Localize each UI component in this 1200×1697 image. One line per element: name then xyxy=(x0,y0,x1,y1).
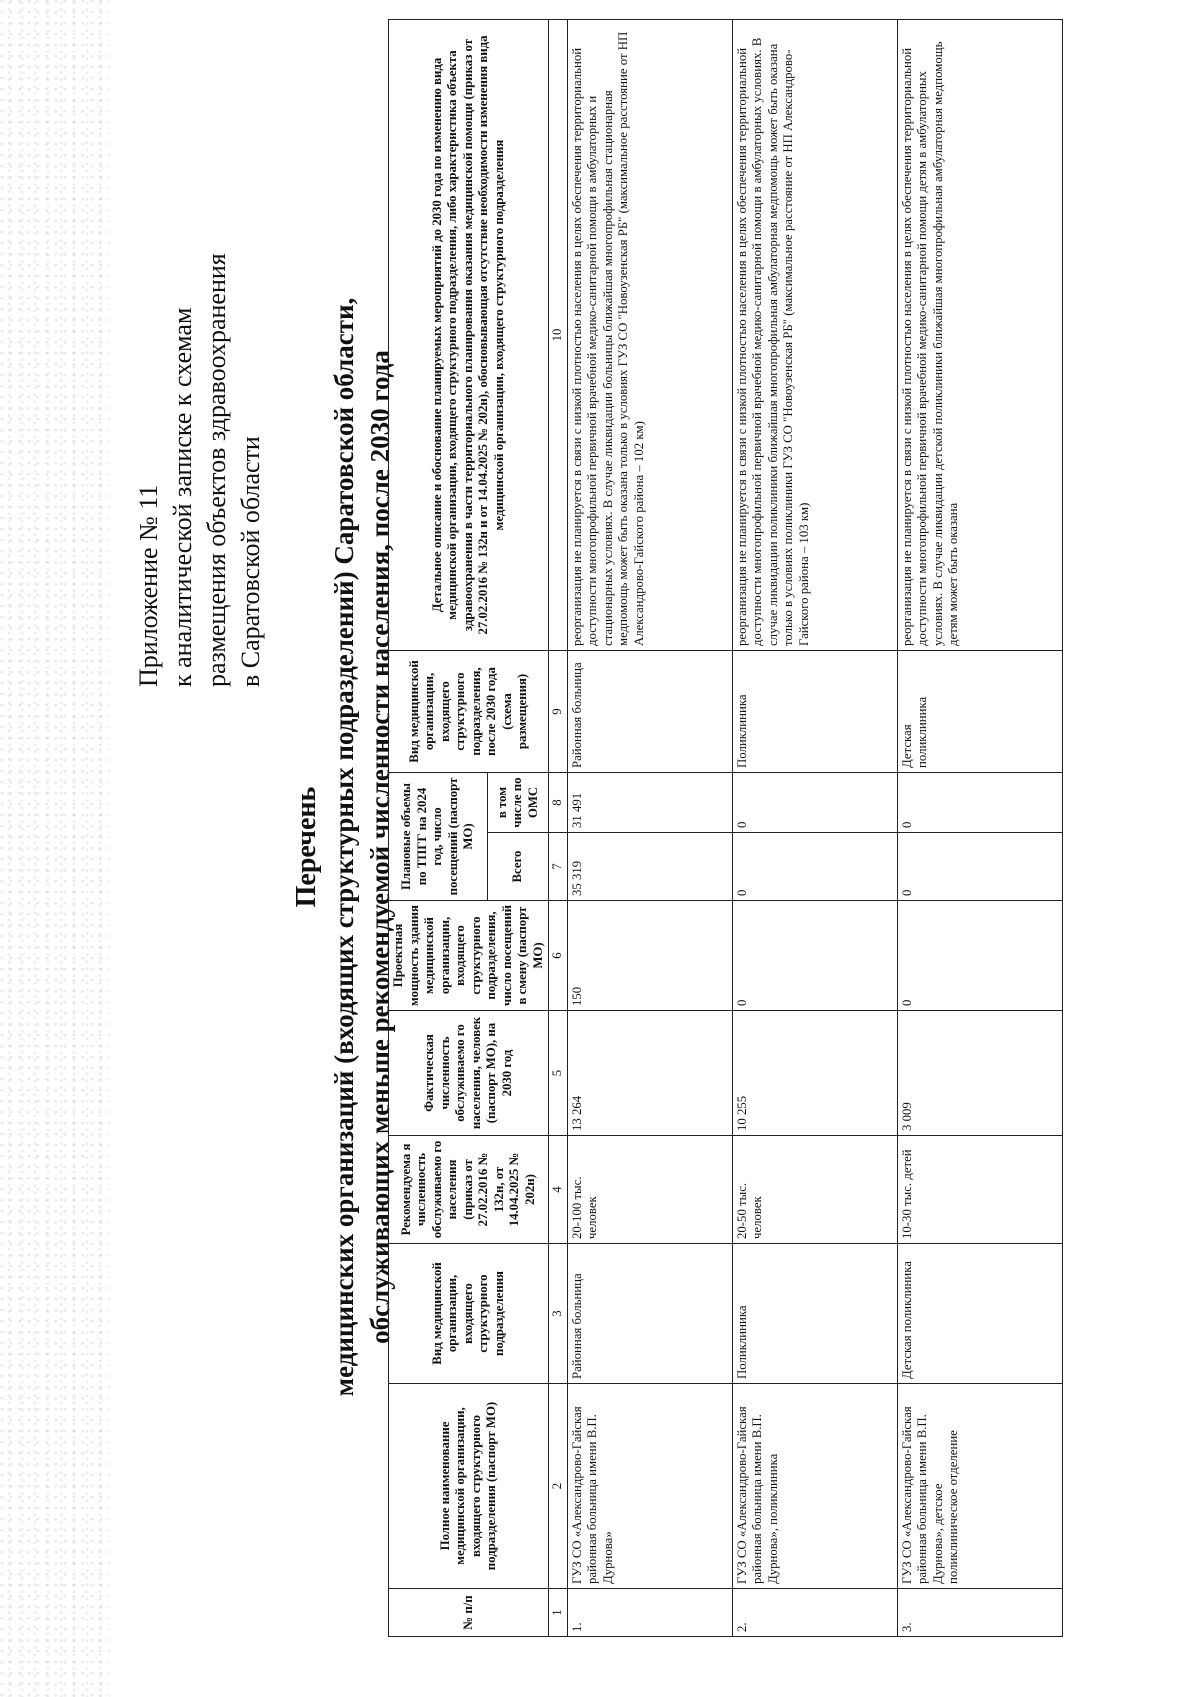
actual-population: 13 264 xyxy=(567,1011,732,1136)
design-capacity: 150 xyxy=(567,901,732,1011)
actual-population: 10 255 xyxy=(732,1011,897,1136)
kind-after-2030: Детская поликлиника xyxy=(897,651,1062,773)
kind-after-2030: Районная больница xyxy=(567,651,732,773)
recommended-population: 10-30 тыс. детей xyxy=(897,1136,1062,1244)
column-index-row xyxy=(549,20,568,1637)
header-cell: в том числе по ОМС xyxy=(487,773,549,833)
row-number: 2. xyxy=(732,1589,897,1637)
document-title xyxy=(288,37,398,1657)
description: реорганизация не планируется в связи с низкой плотностью населения в целях обеспечения территориальной доступности многопрофильной первичной врачебной медико-санитарной помощи в амбулаторных и стационарных условиях. В случае ликвидации больницы ближайшая многопрофильная стационарная медпомощь может быть оказана только в условиях ГУЗ СО "Новоузенская РБ" (максимальное расстояние от НП Александрово-Гайского района – 102 км) xyxy=(567,20,732,651)
kind-after-2030: Поликлиника xyxy=(732,651,897,773)
row-number: 3. xyxy=(897,1589,1062,1637)
header-cell: Всего xyxy=(487,833,549,901)
column-index: 10 xyxy=(549,20,568,651)
organization-name: ГУЗ СО «Александрово-Гайская районная больница имени В.П. Дурнова», поликлиника xyxy=(732,1384,897,1589)
column-index: 5 xyxy=(549,1011,568,1136)
organizations-table xyxy=(388,19,1063,1637)
column-index: 7 xyxy=(549,833,568,901)
planned-visits-total: 35 319 xyxy=(567,833,732,901)
planned-visits-total: 0 xyxy=(732,833,897,901)
planned-visits-oms: 0 xyxy=(732,773,897,833)
column-index: 6 xyxy=(549,901,568,1011)
title-line: медицинских организаций (входящих структурных подразделений) Саратовской области, xyxy=(329,297,359,1397)
header-cell: Полное наименование медицинской организации, входящего структурного подразделения (паспорт МО) xyxy=(389,1384,549,1589)
appendix-line: к аналитической записке к схемам xyxy=(168,307,197,687)
design-capacity: 0 xyxy=(897,901,1062,1011)
planned-visits-total: 0 xyxy=(897,833,1062,901)
table-row xyxy=(732,20,897,1637)
header-cell: № п/п xyxy=(389,1589,549,1637)
organization-kind: Районная больница xyxy=(567,1244,732,1384)
appendix-line: в Саратовской области xyxy=(236,436,265,687)
column-index: 8 xyxy=(549,773,568,833)
table-row xyxy=(897,20,1062,1637)
row-number: 1. xyxy=(567,1589,732,1637)
column-index: 4 xyxy=(549,1136,568,1244)
title-line: Перечень xyxy=(291,786,322,908)
header-cell: Детальное описание и обоснование планируемых мероприятий до 2030 года по изменению вида медицинской организации, входящего структурного подразделения, либо характеристика объекта здравоохранения в части территориального планирования оказания медицинской помощи (приказ от 27.02.2016 № 132н и от 14.04.2025 № 202н), обосновывающая отсутствие необходимости изменения вида медицинской организации, входящего структурного подразделения xyxy=(389,20,549,651)
organization-name: ГУЗ СО «Александрово-Гайская районная больница имени В.П. Дурнова» xyxy=(567,1384,732,1589)
recommended-population: 20-50 тыс. человек xyxy=(732,1136,897,1244)
header-cell: Проектная мощность здания медицинской организации, входящего структурного подразделения, число посещений в смену (паспорт МО) xyxy=(389,901,549,1011)
recommended-population: 20-100 тыс. человек xyxy=(567,1136,732,1244)
appendix-line: Приложение № 11 xyxy=(134,484,163,687)
appendix-header xyxy=(132,47,268,687)
column-index: 3 xyxy=(549,1244,568,1384)
appendix-line: размещения объектов здравоохранения xyxy=(202,253,231,687)
organization-kind: Поликлиника xyxy=(732,1244,897,1384)
header-cell: Вид медицинской организации, входящего структурного подразделения, после 2030 года (схема размещения) xyxy=(389,651,549,773)
planned-visits-oms: 0 xyxy=(897,773,1062,833)
table-header-row xyxy=(389,20,488,1637)
column-index: 1 xyxy=(549,1589,568,1637)
design-capacity: 0 xyxy=(732,901,897,1011)
column-index: 2 xyxy=(549,1384,568,1589)
column-index: 9 xyxy=(549,651,568,773)
header-cell: Плановые объемы по ТПГГ на 2024 год, число посещений (паспорт МО) xyxy=(389,773,488,901)
organization-kind: Детская поликлиника xyxy=(897,1244,1062,1384)
description: реорганизация не планируется в связи с низкой плотностью населения в целях обеспечения территориальной доступности многопрофильной первичной врачебной медико-санитарной помощи в амбулаторных условиях. В случае ликвидации поликлиники ближайшая многопрофильная амбулаторная медпомощь может быть оказана только в условиях поликлиники ГУЗ СО "Новоузенская РБ" (максимальное расстояние от НП Александрово-Гайского района – 103 км) xyxy=(732,20,897,651)
actual-population: 3 009 xyxy=(897,1011,1062,1136)
title-line: обслуживающих меньше рекомендуемой численности населения, после 2030 года xyxy=(365,350,395,1344)
header-cell: Фактическая численность обслуживаемо го населения, человек (паспорт МО), на 2030 год xyxy=(389,1011,549,1136)
table-row xyxy=(567,20,732,1637)
header-cell: Вид медицинской организации, входящего структурного подразделения xyxy=(389,1244,549,1384)
organization-name: ГУЗ СО «Александрово-Гайская районная больница имени В.П. Дурнова», детское поликлиническое отделение xyxy=(897,1384,1062,1589)
header-cell: Рекомендуема я численность обслуживаемо го населения (приказ от 27.02.2016 № 132н, от 14.04.2025 № 202н) xyxy=(389,1136,549,1244)
planned-visits-oms: 31 491 xyxy=(567,773,732,833)
description: реорганизация не планируется в связи с низкой плотностью населения в целях обеспечения территориальной доступности многопрофильной первичной врачебной медико-санитарной помощи детям в амбулаторных условиях. В случае ликвидации детской поликлиники ближайшая многопрофильная амбулаторная медпомощь детям может быть оказана xyxy=(897,20,1062,651)
